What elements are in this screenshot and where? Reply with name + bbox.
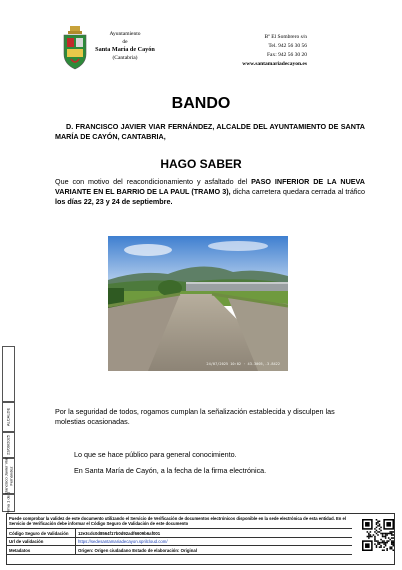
town-name-block (90, 30, 160, 62)
address: Bº El Sombrero s/n (264, 34, 307, 40)
csv-value: 12e3cdc0d8564f17b0d92adf6609b6af001 (78, 530, 161, 536)
mayor-statement: D. FRANCISCO JAVIER VIAR FERNÁNDEZ, ALCALDE DEL AYUNTAMIENTO DE SANTA MARÍA DE CAYÓN, CANTABRIA, (55, 122, 365, 141)
url-row (7, 537, 352, 546)
metadata-label: Metadatos (9, 547, 31, 553)
town-line-1: Ayuntamiento (109, 31, 141, 37)
signer-role: ALCALDE (5, 407, 11, 427)
verification-empty-row (7, 554, 352, 566)
notice-paragraph (55, 177, 365, 207)
letterhead (0, 0, 402, 80)
signature-date-cell (2, 432, 15, 458)
hago-saber-heading: HAGO SABER (160, 157, 242, 171)
signer-name-cell (2, 458, 15, 494)
signature-strip (2, 346, 17, 515)
phone: Tel. 942 56 30 56 (268, 43, 307, 49)
municipal-crest-icon (62, 26, 88, 70)
signer-name-line-2: Fernández (7, 466, 13, 486)
page-title: BANDO (171, 95, 231, 112)
safety-paragraph: Por la seguridad de todos, rogamos cumplan la señalización establecida y disculpen las molestias ocasionadas. (55, 407, 335, 426)
notice-bold-2: los días 22, 23 y 24 de septiembre. (55, 197, 173, 206)
photo-timestamp: 24/07/2025 10:02 · 43.3005,-3.8422 (206, 362, 280, 366)
url-separator (75, 538, 76, 546)
verification-notice: Puede comprobar la validez de este documento utilizando el Servicio de Verificación de documentos electrónicos disponible en la sede electrónica de esta entidad. En el Servicio de Verificación debe informar el Código Seguro de Validación de este documento (9, 516, 346, 526)
csv-separator (75, 529, 76, 537)
verification-box (6, 513, 395, 565)
website-link[interactable]: www.santamariadecayon.es (242, 61, 307, 67)
url-label: Url de validación (9, 539, 44, 545)
signature-count: Firma 1 de 1 (5, 491, 11, 515)
signature-count-cell (2, 491, 15, 515)
road-photo-image (108, 236, 288, 371)
signer-name-line-1: Francisco Javier Viar (2, 457, 8, 495)
public-notice-line: Lo que se hace público para general conocimiento. (74, 450, 237, 459)
signature-role-cell (2, 402, 15, 432)
qr-code-icon[interactable] (362, 517, 394, 562)
notice-bold-1: PASO INFERIOR DE LA NUEVA VARIANTE EN EL BARRIO DE LA PAUL (TRAMO 3), (55, 177, 365, 196)
csv-label: Código Seguro de Validación (9, 530, 69, 536)
notice-text-2: dicha carretera quedara cerrada al tráfico (230, 187, 365, 196)
signer-name (4, 457, 13, 494)
contact-block (242, 33, 307, 69)
metadata-separator (75, 546, 76, 554)
region-name: (Cantabria) (112, 55, 138, 61)
csv-row (7, 528, 352, 537)
town-line-2: de (122, 39, 128, 45)
validation-url-link[interactable]: https://sedesantamariadecayon.sprilcloud.com/ (78, 539, 168, 545)
signature-date: 22/09/2025 (5, 434, 11, 456)
metadata-row (7, 545, 352, 554)
road-photo (108, 236, 288, 371)
town-name: Santa María de Cayón (95, 46, 155, 53)
signature-empty-cell (2, 346, 15, 402)
closing-line: En Santa María de Cayón, a la fecha de la firma electrónica. (74, 466, 267, 475)
metadata-value: Origen: Origen ciudadano Estado de elaboración: Original (78, 547, 197, 553)
notice-text-1: Que con motivo del reacondicionamiento y asfaltado del (55, 177, 252, 186)
fax: Fax: 942 56 30 20 (266, 52, 307, 58)
